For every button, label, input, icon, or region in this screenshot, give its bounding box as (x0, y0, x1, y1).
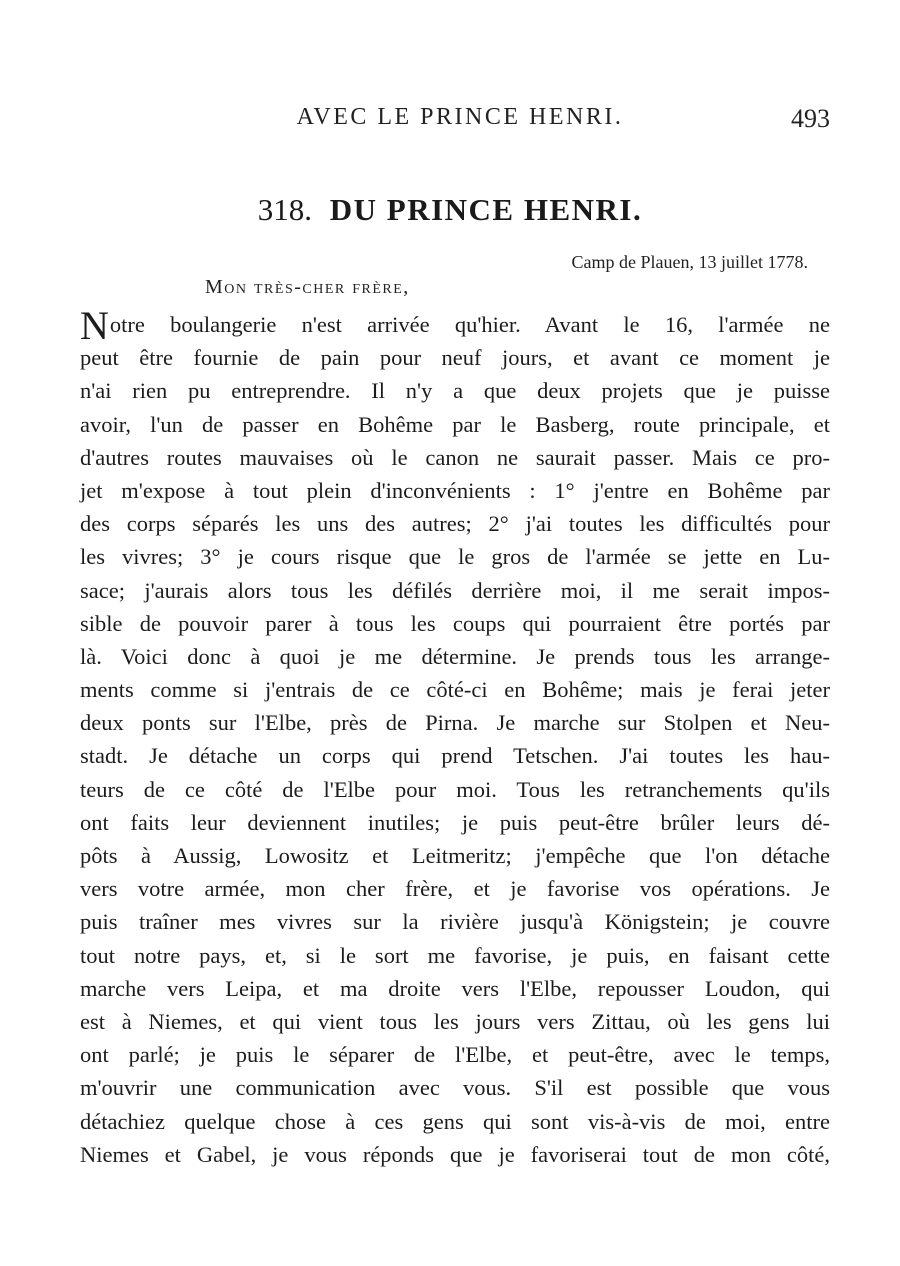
line-text: ments comme si j'entrais de ce côté-ci en Bohême; mais je ferai jeter (80, 677, 830, 703)
text-line (80, 607, 830, 640)
line-text: Niemes et Gabel, je vous réponds que je favoriserai tout de mon côté, (80, 1141, 830, 1167)
line-text: teurs de ce côté de l'Elbe pour moi. Tous les retranchements qu'ils (80, 776, 830, 802)
letter-heading (0, 192, 900, 228)
text-line (80, 1005, 830, 1038)
text-line (80, 341, 830, 374)
text-line (80, 872, 830, 905)
line-text: d'autres routes mauvaises où le canon ne saurait passer. Mais ce pro- (80, 444, 830, 470)
dateline: Camp de Plauen, 13 juillet 1778. (571, 252, 808, 272)
line-text: otre boulangerie n'est arrivée qu'hier. Avant le 16, l'armée ne (109, 312, 830, 337)
page-number: 493 (791, 104, 830, 133)
line-text: jet m'expose à tout plein d'inconvénients : 1° j'entre en Bohême par (80, 477, 830, 503)
text-line (80, 1071, 830, 1104)
line-text: stadt. Je détache un corps qui prend Tetschen. J'ai toutes les hau- (80, 743, 830, 769)
line-text: les vivres; 3° je cours risque que le gros de l'armée se jette en Lu- (80, 544, 830, 570)
line-text: pôts à Aussig, Lowositz et Leitmeritz; j'empêche que l'on détache (80, 843, 830, 868)
text-line (80, 839, 830, 872)
line-text: deux ponts sur l'Elbe, près de Pirna. Je marche sur Stolpen et Neu- (80, 710, 830, 736)
text-line (80, 972, 830, 1005)
line-text: m'ouvrir une communication avec vous. S'il est possible que vous (80, 1075, 830, 1101)
line-text: ont faits leur deviennent inutiles; je puis peut-être brûler leurs dé- (80, 809, 830, 835)
text-line (80, 1038, 830, 1071)
text-line (80, 640, 830, 673)
line-text: ont parlé; je puis le séparer de l'Elbe, et peut-être, avec le temps, (80, 1042, 830, 1068)
drop-cap: N (80, 303, 109, 348)
running-title: AVEC LE PRINCE HENRI. (296, 104, 624, 130)
running-header (0, 104, 900, 138)
text-line (80, 507, 830, 540)
text-line (80, 905, 830, 938)
salutation: Mon très-cher frère, (205, 276, 410, 298)
line-text: là. Voici donc à quoi je me détermine. Je prends tous les arrange- (80, 643, 830, 669)
line-text: détachiez quelque chose à ces gens qui sont vis-à-vis de moi, entre (80, 1108, 830, 1134)
text-line (80, 474, 830, 507)
letter-body (80, 303, 830, 1171)
line-text: tout notre pays, et, si le sort me favorise, je puis, en faisant cette (80, 942, 830, 968)
text-line (80, 303, 830, 348)
line-text: sace; j'aurais alors tous les défilés derrière moi, il me serait impos- (80, 577, 830, 603)
line-text: marche vers Leipa, et ma droite vers l'Elbe, repousser Loudon, qui (80, 975, 830, 1001)
line-text: des corps séparés les uns des autres; 2° j'ai toutes les difficultés pour (80, 511, 830, 537)
letter-title: DU PRINCE HENRI. (329, 192, 643, 227)
text-line (80, 773, 830, 806)
line-text: puis traîner mes vivres sur la rivière jusqu'à Königstein; je couvre (80, 909, 830, 935)
line-text: vers votre armée, mon cher frère, et je favorise vos opérations. Je (80, 876, 830, 902)
text-line (80, 441, 830, 474)
line-text: sible de pouvoir parer à tous les coups qui pourraient être portés par (80, 610, 830, 636)
text-line (80, 1138, 830, 1171)
line-text: avoir, l'un de passer en Bohême par le Basberg, route principale, et (80, 411, 830, 437)
text-line (80, 673, 830, 706)
text-line (80, 806, 830, 839)
letter-number: 318. (257, 192, 312, 227)
text-line (80, 706, 830, 739)
text-line (80, 408, 830, 441)
text-line (80, 1105, 830, 1138)
text-line (80, 739, 830, 772)
text-line (80, 374, 830, 407)
line-text: n'ai rien pu entreprendre. Il n'y a que deux projets que je puisse (80, 378, 830, 404)
line-text: peut être fournie de pain pour neuf jours, et avant ce moment je (80, 345, 830, 371)
text-line (80, 939, 830, 972)
text-line (80, 574, 830, 607)
text-line (80, 540, 830, 573)
line-text: est à Niemes, et qui vient tous les jours vers Zittau, où les gens lui (80, 1008, 830, 1034)
